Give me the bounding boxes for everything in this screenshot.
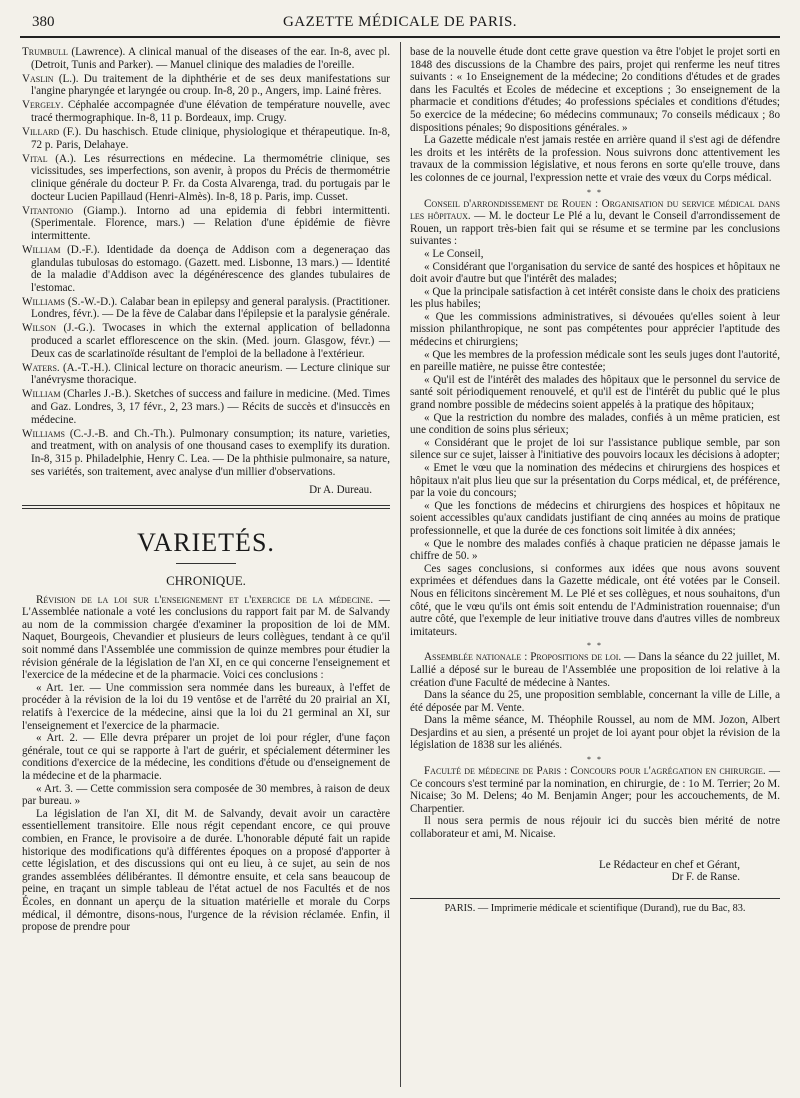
paragraph-text: — Ce concours s'est terminé par la nomination, en chirurgie, de : 1o M. Terrier; 2o M. Nicaise; 3o M. Delens; 4o M. Benjamin Anger; pour les accouchements, de M. Charpentier. <box>410 765 780 815</box>
heading-rule <box>176 563 236 564</box>
entry-text: (Lawrence). A clinical manual of the diseases of the ear. In-8, avec pl. (Detroit, Tunis and Parker). — Manuel clinique des maladies de l'oreille. <box>31 46 390 71</box>
chronique-body <box>22 594 390 934</box>
bibliography-list <box>22 46 390 478</box>
author-name: Vergely <box>22 99 61 112</box>
conclusion-item: « Que la principale satisfaction à cet intérêt consiste dans le choix des praticiens les plus habiles; <box>410 285 780 311</box>
bibliography-entry <box>22 99 390 124</box>
left-column <box>22 46 390 934</box>
bibliography-entry <box>22 46 390 71</box>
author-name: William <box>22 243 61 256</box>
rouen-conclusions <box>410 248 780 563</box>
entry-text: (F.). Du haschisch. Etude clinique, physiologique et thérapeutique. In-8, 72 p. Paris, Delahaye. <box>31 126 390 151</box>
author-name: Villard <box>22 126 60 139</box>
bibliography-signature: Dr A. Dureau. <box>309 484 372 497</box>
journal-title: GAZETTE MÉDICALE DE PARIS. <box>282 14 518 30</box>
header-rule <box>20 36 780 38</box>
section-rule <box>22 505 390 506</box>
faculte-article <box>410 765 780 841</box>
conclusion-item: « Que la restriction du nombre des malades, confiés à un même praticien, est une condition de soins plus sérieux; <box>410 411 780 437</box>
assemblee-paragraph <box>410 651 780 689</box>
bibliography-entry <box>22 205 390 243</box>
bibliography-entry <box>22 322 390 360</box>
conclusion-item: « Considérant que l'organisation du service de santé des hospices et hôpitaux ne doit avoir d'autre but que l'intérêt des malades; <box>410 260 780 286</box>
entry-text: (L.). Du traitement de la diphthérie et de ses deux manifestations sur l'angine pharyngée et laryngée ou croup. In-8, 20 p., Angers, imp. Lainé frères. <box>31 72 390 98</box>
author-name: Vital <box>22 152 48 165</box>
chronique-paragraph <box>22 783 390 808</box>
author-name: William <box>22 388 61 401</box>
conclusion-item: « Emet le vœu que la nomination des médecins et chirurgiens des hospices et hôpitaux n'ait plus lieu que sur la présentation du Corps médical, et, de préférence, par la voie du concours; <box>410 462 780 500</box>
faculte-paragraph <box>410 765 780 815</box>
author-name: Vitantonio <box>22 204 74 217</box>
closing-role: Le Rédacteur en chef et Gérant, <box>598 858 740 871</box>
bibliography-entry <box>22 153 390 203</box>
bibliography-entry <box>22 362 390 387</box>
entry-text: . Céphalée accompagnée d'une élévation de température nouvelle, avec tracé thermographique. In-8, 11 p. Bordeaux, imp. Crugy. <box>31 99 390 124</box>
chronique-paragraph <box>22 594 390 682</box>
author-name: Trumbull <box>22 46 68 58</box>
right-column <box>410 46 780 915</box>
chronique-paragraph <box>22 808 390 934</box>
faculte-heading: Faculté de médecine de Paris : Concours pour l'agrégation en chirurgie. <box>424 765 766 778</box>
page-number: 380 <box>32 14 55 30</box>
section-rule <box>22 508 390 509</box>
column-divider <box>400 42 401 1087</box>
chronique-paragraph: La Gazette médicale n'est jamais restée en arrière quand il s'est agi de défendre les droits et les intérêts de la profession. Nous suivrons donc attentivement les travaux de la commission législative, et nous ferons en sorte qu'elle trouve, dans les colonnes de ce journal, l'expression nette et vraie des vœux du Corps médical. <box>410 134 780 184</box>
paragraph-text: — Dans la séance du 22 juillet, M. Lallié a déposé sur le bureau de l'Assemblée une proposition de loi relative à la création d'une Faculté de médecine à Nantes. <box>410 651 780 689</box>
author-name: Waters <box>22 361 57 374</box>
author-name: Williams <box>22 295 65 308</box>
assemblee-heading: Assemblée nationale : Propositions de loi. <box>424 651 622 664</box>
paragraph-text: « Art. 3. — Cette commission sera composée de 30 membres, à raison de deux par bureau. » <box>22 782 390 808</box>
conclusion-item: « Considérant que le projet de loi sur l'assistance publique semble, par son silence sur ce sujet, laisser à l'initiative des pouvoirs locaux les décisions à adopter; <box>410 436 780 462</box>
chronique-paragraph: base de la nouvelle étude dont cette grave question va être l'objet le projet sorti en 1848 des discussions de la Chambre des pairs, projet qui renferme les neuf titres suivants : « 1o Enseignement de la médecine; 2o conditions d'études et de grades dans les Facultés et Ecoles de médecine et exceptions ; 3o enseignement de la pharmacie et conditions d'études; 4o professions spéciales et conditions d'études; 5o exercice de la médecine; 6o médecins communaux; 7o conseils médicaux ; 8o dispositions pénales; 9o dispositions générales. » <box>410 46 780 134</box>
assemblee-article <box>410 651 780 752</box>
varietes-heading: VARIETÉS. <box>137 527 275 557</box>
bibliography-entry <box>22 73 390 98</box>
paragraph-text: Dans la même séance, M. Théophile Roussel, au nom de MM. Jozon, Albert Desjardins et au sien, a présenté un projet de loi ayant pour objet la révision de la législation de 1838 sur les aliénés. <box>410 714 780 752</box>
paragraph-text: Dans la séance du 25, une proposition semblable, concernant la ville de Lille, a été déposée par M. Vente. <box>410 689 780 714</box>
entry-text: (Charles J.-B.). Sketches of success and failure in medicine. (Med. Times and Gaz. Londres, 3, 17 févr., 2, 23 mars.) — Récits de succès et d'insuccès en médecine. <box>31 388 390 426</box>
author-name: Williams <box>22 427 65 440</box>
entry-text: (Giamp.). Intorno ad una epidemia di febbri intermittenti. (Sperimentale. Florence, mars.) — Relation d'une épidémie de fièvre intermittente. <box>31 204 390 242</box>
chronique-heading: CHRONIQUE. <box>166 572 246 588</box>
bibliography-entry <box>22 126 390 151</box>
rouen-intro-text: — M. le docteur Le Plé a lu, devant le Conseil d'arrondissement de Rouen, un rapport très-bien fait qui se résume et se termine par les conclusions suivantes : <box>410 210 781 248</box>
closing-name: Dr F. de Ranse. <box>671 871 740 884</box>
entry-text: (A.). Les résurrections en médecine. La thermométrie clinique, ses vicissitudes, ses imperfections, son avenir, à propos du Précis de thermométrie clinique générale du docteur P. Fr. da Costa Alvarenga, trad. du portugais par le docteur Lucien Papillaud (Henri-Almès). In-8, 18 p. Paris, imp. Cusset. <box>31 152 390 203</box>
rouen-article-intro <box>410 198 780 248</box>
entry-text: (S.-W.-D.). Calabar bean in epilepsy and general paralysis. (Practitioner. Londres, févr.). — De la fève de Calabar dans l'épilepsie et la paralysie générale. <box>31 295 390 321</box>
section-separator-stars: * * <box>587 641 603 651</box>
conclusion-item: « Que les fonctions de médecins et chirurgiens des hospices et hôpitaux ne soient accessibles qu'aux candidats justifiant de cinq années au moins de pratique professionnelle, et que la durée de ces fonctions soit limitée à dix années; <box>410 499 780 537</box>
conclusion-item: « Que les membres de la profession médicale sont les seuls juges dont l'autorité, en pareille matière, ne puisse être contestée; <box>410 348 780 374</box>
paragraph-text: — L'Assemblée nationale a voté les conclusions du rapport fait par M. de Salvandy au nom de la commission chargée d'examiner la proposition de loi de MM. Naquet, Bourgeois, Chevandier et plusieurs de leurs collègues, tendant à ce qu'il soit nommé dans l'Assemblée une commission de quinze membres pour étudier la révision générale de la législation de l'an XI, en ce qui concerne l'enseignement et l'exercice de la médecine et de la pharmacie. Voici ces conclusions : <box>22 593 391 682</box>
rouen-article-heading: Conseil d'arrondissement de Rouen : Organisation du service médical dans les hôpitaux. <box>410 197 780 223</box>
bibliography-entry <box>22 296 390 321</box>
printer-imprint: PARIS. — Imprimerie médicale et scientifique (Durand), rue du Bac, 83. <box>410 898 780 916</box>
bibliography-entry <box>22 388 390 426</box>
entry-text: (J.-G.). Twocases in which the external application of belladonna produced a scarlet efflorescence on the skin. (Med. journ. Glasgow, févr.) — Deux cas de scarlatinoïde résultant de l'emploi de la belladone à l'extérieur. <box>31 322 390 360</box>
closing-block <box>410 859 780 884</box>
paragraph-text: « Art. 2. — Elle devra préparer un projet de loi pour régler, d'une façon générale, tout ce qui se rapporte à l'art de guérir, et spécialement déterminer les conditions d'exercice de la médecine, les conditions d'étude ou d'enseignement de la médecine et de la pharmacie. <box>22 732 390 782</box>
conclusion-item: « Que le nombre des malades confiés à chaque praticien ne dépasse jamais le chiffre de 50. » <box>410 537 780 563</box>
paragraph-text: « Art. 1er. — Une commission sera nommée dans les bureaux, à l'effet de procéder à la révision de la loi du 19 ventôse et de l'arrêté du 20 prairial an XI, relatifs à l'exercice de la médecine, ainsi que la loi du 21 germinal an XI, sur l'enseignement et l'exercice de la pharmacie. <box>22 681 390 732</box>
chronique-paragraph <box>22 732 390 782</box>
conclusion-item: « Qu'il est de l'intérêt des malades des hôpitaux que le personnel du service de santé soit périodiquement renouvelé, et qu'il est de l'intérêt du public qué le plus grand nombre possible de médecins soient appelés à la pratique des hôpitaux; <box>410 373 780 412</box>
assemblee-paragraph <box>410 714 780 752</box>
author-name: Wilson <box>22 322 57 335</box>
chronique-paragraph <box>22 682 390 732</box>
section-separator-stars: * * <box>587 187 603 197</box>
bibliography-entry <box>22 428 390 478</box>
entry-text: (D.-F.). Identidade da doença de Addison com a degeneraçao das glandulas tubulosas do estomago. (Gazett. med. Lisbonne, 13 mars.) — Identité de la maladie d'Addison avec la dégénérescence des glandes tubulaires de l'estomac. <box>31 243 390 294</box>
faculte-paragraph <box>410 815 780 840</box>
paragraph-text: Il nous sera permis de nous réjouir ici du succès bien mérité de notre collaborateur et ami, M. Nicaise. <box>410 815 780 841</box>
author-name: Vaslin <box>22 72 54 85</box>
chronique-continuation <box>410 46 780 185</box>
conclusion-item: « Que les commissions administratives, si dévouées qu'elles soient à leur mission philanthropique, ne sont pas compétentes pour apprécier l'aptitude des médecins et chirurgiens; <box>410 310 780 349</box>
article-heading: Révision de la loi sur l'enseignement et l'exercice de la médecine. <box>36 593 374 606</box>
paragraph-text: La législation de l'an XI, dit M. de Salvandy, devait avoir un caractère essentiellement transitoire. Elle nous régit cependant encore, ce qui prouve combien, en France, le provisoire a de durée. L'honorable député fait un rapide historique des modifications qu'à différentes époques on a proposé d'apporter à cette législation, et des discussions qui ont eu lieu, à ce sujet, au sein de nos grandes assemblées délibérantes. Il démontre ensuite, et cela sans beaucoup de peine, en traçant un simple tableau de l'état actuel de nos Facultés et de nos Écoles, en donnant un aperçu de la situation matérielle et morale du Corps médical, il démontre, disons-nous, l'urgence de la révision réclamée. Enfin, il propose de prendre pour <box>22 807 390 934</box>
rouen-closing: Ces sages conclusions, si conformes aux idées que nous avons souvent exprimées et défendues dans la Gazette médicale, ont été votées par le Conseil. Nous en félicitons sincèrement M. Le Plé et ses collègues, et nous souhaitons, d'un côté, que le vœu qu'ils ont émis soit entendu de l'Administration rouennaise; d'un autre côté, que l'exemple de leur initiative trouve dans d'autres villes de nombreux imitateurs. <box>410 562 780 638</box>
bibliography-entry <box>22 244 390 294</box>
conclusion-item: « Le Conseil, <box>424 247 484 260</box>
section-separator-stars: * * <box>587 755 603 765</box>
page-header <box>20 10 780 40</box>
entry-text: . (A.-T.-H.). Clinical lecture on thoracic aneurism. — Lecture clinique sur l'anévrysme thoracique. <box>31 361 390 387</box>
entry-text: (C.-J.-B. and Ch.-Th.). Pulmonary consumption; its nature, varieties, and treatment, with on analysis of one thousand cases to exemplify its duration. In-8, 315 p. Philadelphie, Henry C. Lea. — De la phthisie pulmonaire, sa nature, ses variétés, son traitement, avec analyse d'un millier d'observations. <box>31 427 390 478</box>
assemblee-paragraph <box>410 689 780 714</box>
